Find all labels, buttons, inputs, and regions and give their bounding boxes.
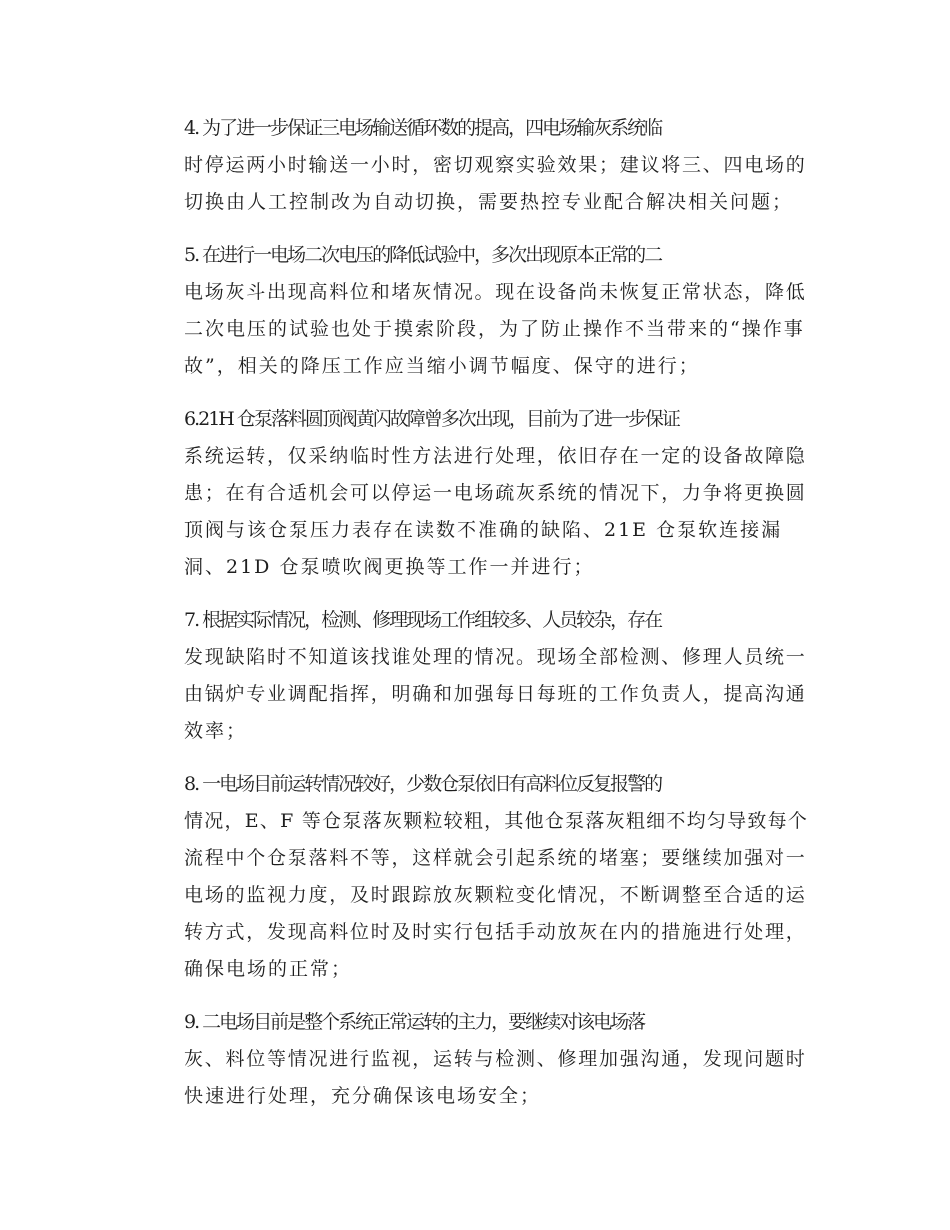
paragraph-line: 情况，E、F 等仓泵落灰颗粒较粗，其他仓泵落灰粗细不均匀导致每个 — [184, 810, 809, 832]
paragraph-line: 4. 为了进一步保证三电场输送循环数的提高，四电场输灰系统临 — [184, 117, 662, 139]
paragraph-line: 由锅炉专业调配指挥，明确和加强每日每班的工作负责人，提高沟通 — [184, 683, 807, 705]
paragraph-line: 6.21H 仓泵落料圆顶阀黄闪故障曾多次出现，目前为了进一步保证 — [184, 408, 679, 430]
paragraph-line: 5. 在进行一电场二次电压的降低试验中，多次出现原本正常的二 — [184, 244, 662, 266]
paragraph-line: 二次电压的试验也处于摸索阶段，为了防止操作不当带来的“操作事 — [184, 318, 805, 340]
paragraph-line: 效率； — [184, 720, 248, 742]
paragraph-item-5 — [142, 237, 808, 385]
paragraph-line: 洞、21D 仓泵喷吹阀更换等工作一并进行； — [184, 556, 595, 578]
paragraph-line: 故”，相关的降压工作应当缩小调节幅度、保守的进行； — [184, 355, 700, 377]
paragraph-line: 时停运两小时输送一小时，密切观察实验效果；建议将三、四电场的 — [184, 154, 807, 176]
paragraph-line: 9. 二电场目前是整个系统正常运转的主力，要继续对该电场落 — [184, 1011, 645, 1033]
paragraph-line: 7. 根据实际情况，检测、修理现场工作组较多、人员较杂，存在 — [184, 609, 662, 631]
paragraph-item-4 — [142, 110, 808, 221]
paragraph-line: 顶阀与该仓泵压力表存在读数不准确的缺陷、21E 仓泵软连接漏 — [184, 519, 783, 541]
paragraph-line: 快速进行处理，充分确保该电场安全； — [184, 1085, 542, 1107]
paragraph-line: 确保电场的正常； — [184, 958, 353, 980]
paragraph-line: 电场灰斗出现高料位和堵灰情况。现在设备尚未恢复正常状态，降低 — [184, 281, 807, 303]
paragraph-line: 8. 一电场目前运转情况较好，少数仓泵依旧有高料位反复报警的 — [184, 773, 662, 795]
paragraph-line: 切换由人工控制改为自动切换，需要热控专业配合解决相关问题； — [184, 191, 794, 213]
paragraph-item-6 — [142, 401, 808, 586]
paragraph-item-7 — [142, 602, 808, 750]
document-body — [142, 110, 808, 1131]
paragraph-line: 系统运转，仅采纳临时性方法进行处理，依旧存在一定的设备故障隐 — [184, 445, 807, 467]
paragraph-item-9 — [142, 1004, 808, 1115]
paragraph-line: 电场的监视力度，及时跟踪放灰颗粒变化情况，不断调整至合适的运 — [184, 884, 807, 906]
paragraph-line: 流程中个仓泵落料不等，这样就会引起系统的堵塞；要继续加强对一 — [184, 847, 807, 869]
paragraph-line: 发现缺陷时不知道该找谁处理的情况。现场全部检测、修理人员统一 — [184, 646, 807, 668]
paragraph-line: 转方式，发现高料位时及时实行包括手动放灰在内的措施进行处理， — [184, 921, 807, 943]
paragraph-line: 患；在有合适机会可以停运一电场疏灰系统的情况下，力争将更换圆 — [184, 482, 807, 504]
paragraph-line: 灰、料位等情况进行监视，运转与检测、修理加强沟通，发现问题时 — [184, 1048, 807, 1070]
paragraph-item-8 — [142, 766, 808, 988]
